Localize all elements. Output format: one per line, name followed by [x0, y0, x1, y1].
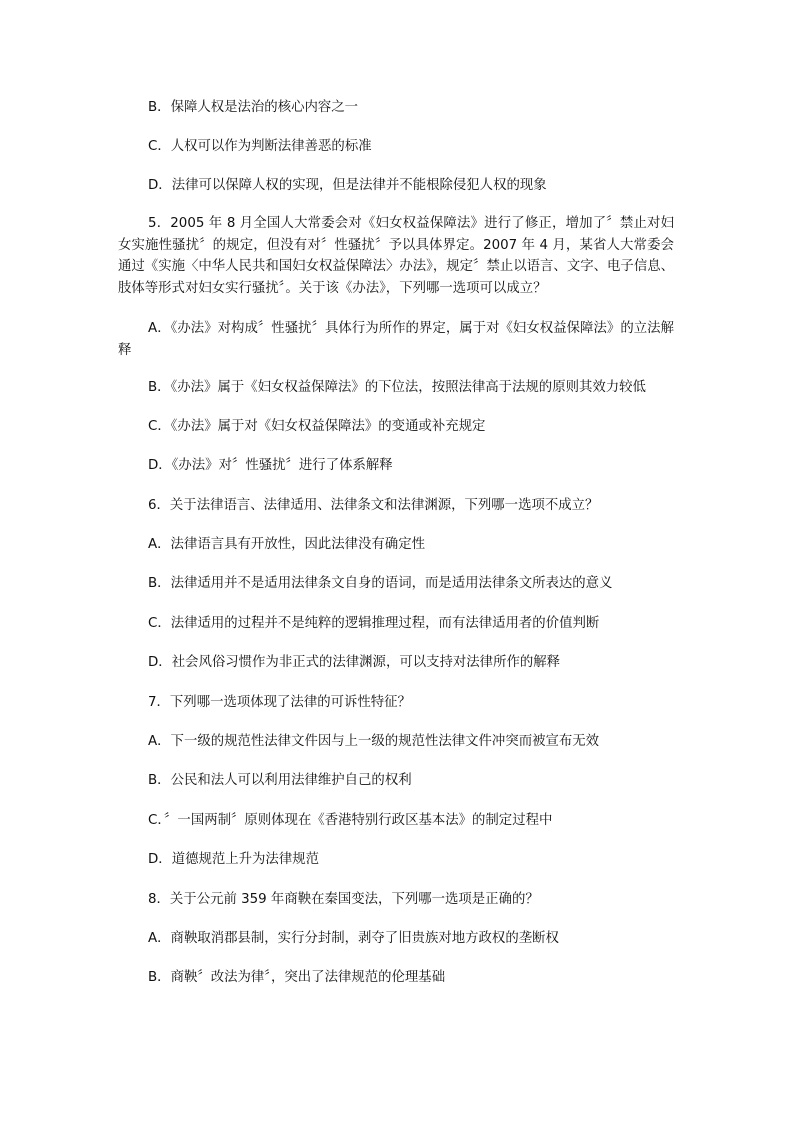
q8-option-a: A．商鞅取消郡县制，实行分封制，剥夺了旧贵族对地方政权的垄断权 — [148, 931, 559, 946]
q6-option-d: D．社会风俗习惯作为非正式的法律渊源，可以支持对法律所作的解释 — [148, 655, 561, 670]
q6-option-b: B．法律适用并不是适用法律条文自身的语词，而是适用法律条文所表达的意义 — [148, 576, 613, 591]
q7-option-a: A．下一级的规范性法律文件因与上一级的规范性法律文件冲突而被宣布无效 — [148, 734, 600, 749]
q5-stem: 5．2005 年 8 月全国人大常委会对《妇女权益保障法》进行了修正，增加了〞禁止对妇女实施性骚扰〞的规定，但没有对〞性骚扰〞予以具体界定。2007 年 4 月，某省人大常委会通过《实施〈中华人民共和国妇女权益保障法〉办法》，规定〞禁止以语言、文字、电子信息、肢体等形式对妇女实行骚扰〞。关于该《办法》，下列哪一选项可以成立？ — [118, 216, 674, 296]
q6-option-a: A．法律语言具有开放性，因此法律没有确定性 — [148, 537, 425, 552]
q4-option-b: B．保障人权是法治的核心内容之一 — [148, 100, 359, 115]
q4-option-d: D．法律可以保障人权的实现，但是法律并不能根除侵犯人权的现象 — [148, 178, 547, 193]
q5-option-d: D．《办法》对〞性骚扰〞进行了体系解释 — [148, 458, 393, 473]
q5-option-c: C．《办法》属于对《妇女权益保障法》的变通或补充规定 — [148, 419, 486, 434]
q8-stem: 8．关于公元前 359 年商鞅在秦国变法，下列哪一选项是正确的？ — [148, 892, 539, 907]
q5-option-a: A．《办法》对构成〞性骚扰〞具体行为所作的界定，属于对《妇女权益保障法》的立法解释 — [118, 321, 674, 358]
q7-option-c: C．〞一国两制〞原则体现在《香港特别行政区基本法》的制定过程中 — [148, 813, 553, 828]
q7-option-b: B．公民和法人可以利用法律维护自己的权利 — [148, 773, 412, 788]
q7-stem: 7．下列哪一选项体现了法律的可诉性特征？ — [148, 695, 411, 710]
q6-option-c: C．法律适用的过程并不是纯粹的逻辑推理过程，而有法律适用者的价值判断 — [148, 616, 600, 631]
q8-option-b: B．商鞅〞改法为律〞，突出了法律规范的伦理基础 — [148, 970, 446, 985]
q4-option-c: C．人权可以作为判断法律善恶的标准 — [148, 139, 372, 154]
q6-stem: 6．关于法律语言、法律适用、法律条文和法律渊源，下列哪一选项不成立？ — [148, 498, 599, 513]
q7-option-d: D．道德规范上升为法律规范 — [148, 852, 319, 867]
q5-option-b: B．《办法》属于《妇女权益保障法》的下位法，按照法律高于法规的原则其效力较低 — [148, 380, 646, 395]
